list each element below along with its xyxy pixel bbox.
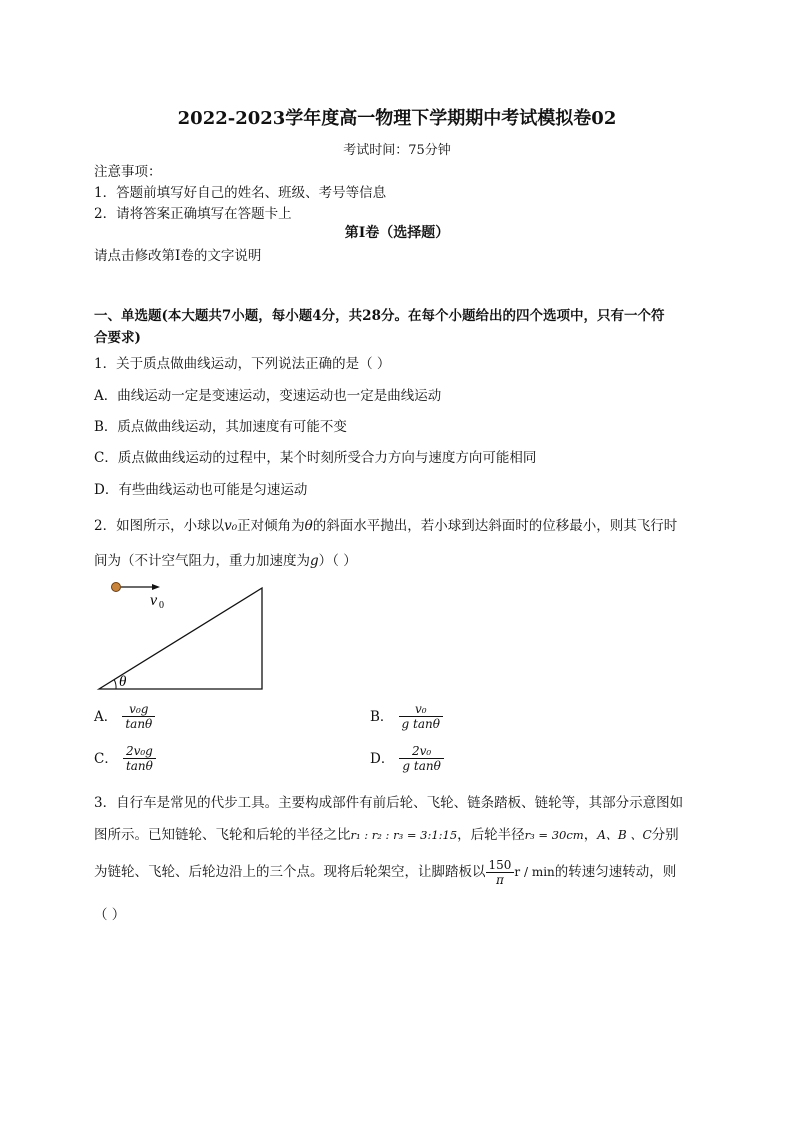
numerator: v₀ [399, 702, 443, 717]
q3-text: 的转速匀速转动，则 [554, 864, 677, 880]
speed-fraction [486, 858, 515, 887]
q2-v0: v₀ [224, 518, 238, 534]
q2-option-b [370, 702, 443, 731]
q2-text: 间为（不计空气阻力，重力加速度为 [94, 553, 310, 569]
denominator: g tanθ [401, 717, 440, 731]
denominator: π [496, 873, 504, 887]
rear-wheel-radius: r₃ = 30cm [524, 828, 584, 842]
angle-arc [114, 680, 116, 689]
radius-ratio: r₁ : r₂ : r₃ = 3:1:15 [350, 828, 458, 842]
option-fraction [123, 744, 156, 773]
option-label: D． [370, 751, 395, 767]
q2-stem-line2 [94, 549, 357, 569]
note-item: 1．答题前填写好自己的姓名、班级、考号等信息 [94, 185, 387, 201]
q2-stem-line1 [94, 514, 677, 534]
q3-text: 图所示。已知链轮、飞轮和后轮的半径之比 [94, 827, 351, 843]
denominator: g tanθ [402, 759, 441, 773]
option-fraction [399, 702, 443, 731]
q3-stem-line4: （ ） [94, 907, 126, 923]
option-fraction [122, 702, 155, 731]
ball [112, 583, 121, 592]
q1-option-b: B．质点做曲线运动，其加速度有可能不变 [94, 419, 347, 435]
q3-stem-line1: 3．自行车是常见的代步工具。主要构成部件有前后轮、飞轮、链条踏板、链轮等，其部分示意图如 [94, 795, 684, 811]
option-label: A． [94, 709, 118, 725]
numerator: 2v₀ [399, 744, 443, 759]
q2-option-a [94, 702, 155, 731]
q1-option-d: D．有些曲线运动也可能是匀速运动 [94, 482, 308, 498]
q1-option-a: A．曲线运动一定是变速运动，变速运动也一定是曲线运动 [94, 388, 442, 404]
note-item: 2．请将答案正确填写在答题卡上 [94, 206, 292, 222]
q2-text: 2．如图所示，小球以 [94, 518, 225, 534]
q2-theta: θ [304, 518, 313, 534]
option-label: C． [94, 751, 118, 767]
q3-text: ，后轮半径 [457, 827, 525, 843]
q3-text: 分别 [651, 827, 679, 843]
denominator: tanθ [125, 759, 153, 773]
q2-g: g [310, 553, 319, 569]
incline-figure [92, 575, 272, 695]
q2-text: 正对倾角为 [237, 518, 305, 534]
q3-stem-line2 [94, 823, 679, 843]
denominator: tanθ [125, 717, 153, 731]
q1-stem: 1．关于质点做曲线运动，下列说法正确的是（ ） [94, 356, 391, 372]
q2-option-c [94, 744, 156, 773]
numerator: v₀g [122, 702, 155, 717]
theta-label: θ [119, 674, 127, 690]
exam-time: 考试时间：75分钟 [343, 143, 451, 158]
arrow-head [152, 584, 160, 590]
points-abc: A、B 、C [597, 828, 652, 842]
option-fraction [399, 744, 443, 773]
q3-text: 为链轮、飞轮、后轮边沿上的三个点。现将后轮架空，让脚踏板以 [94, 864, 486, 880]
q2-text: 的斜面水平抛出，若小球到达斜面时的位移最小，则其飞行时 [312, 518, 678, 534]
v0-subscript: 0 [159, 600, 164, 611]
numerator: 150 [486, 858, 515, 873]
q2-text: ）（ ） [318, 553, 357, 569]
part-heading-line2: 合要求) [94, 330, 141, 346]
v0-label: v [150, 592, 158, 609]
q3-stem-line3 [94, 858, 676, 887]
exam-title: 2022-2023学年度高一物理下学期期中考试模拟卷02 [177, 108, 617, 129]
q2-option-d [370, 744, 444, 773]
section-title: 第I卷（选择题） [344, 225, 450, 241]
numerator: 2v₀g [123, 744, 156, 759]
q1-option-c: C．质点做曲线运动的过程中，某个时刻所受合力方向与速度方向可能相同 [94, 450, 537, 466]
notes-heading: 注意事项： [94, 164, 162, 180]
option-label: B． [370, 709, 394, 725]
part-heading-line1: 一、单选题(本大题共7小题，每小题4分，共28分。在每个小题给出的四个选项中，只有一个符 [94, 308, 665, 324]
speed-unit: r / min [514, 865, 555, 879]
section-instruction: 请点击修改第I卷的文字说明 [94, 248, 262, 264]
q3-text: ， [583, 827, 598, 843]
